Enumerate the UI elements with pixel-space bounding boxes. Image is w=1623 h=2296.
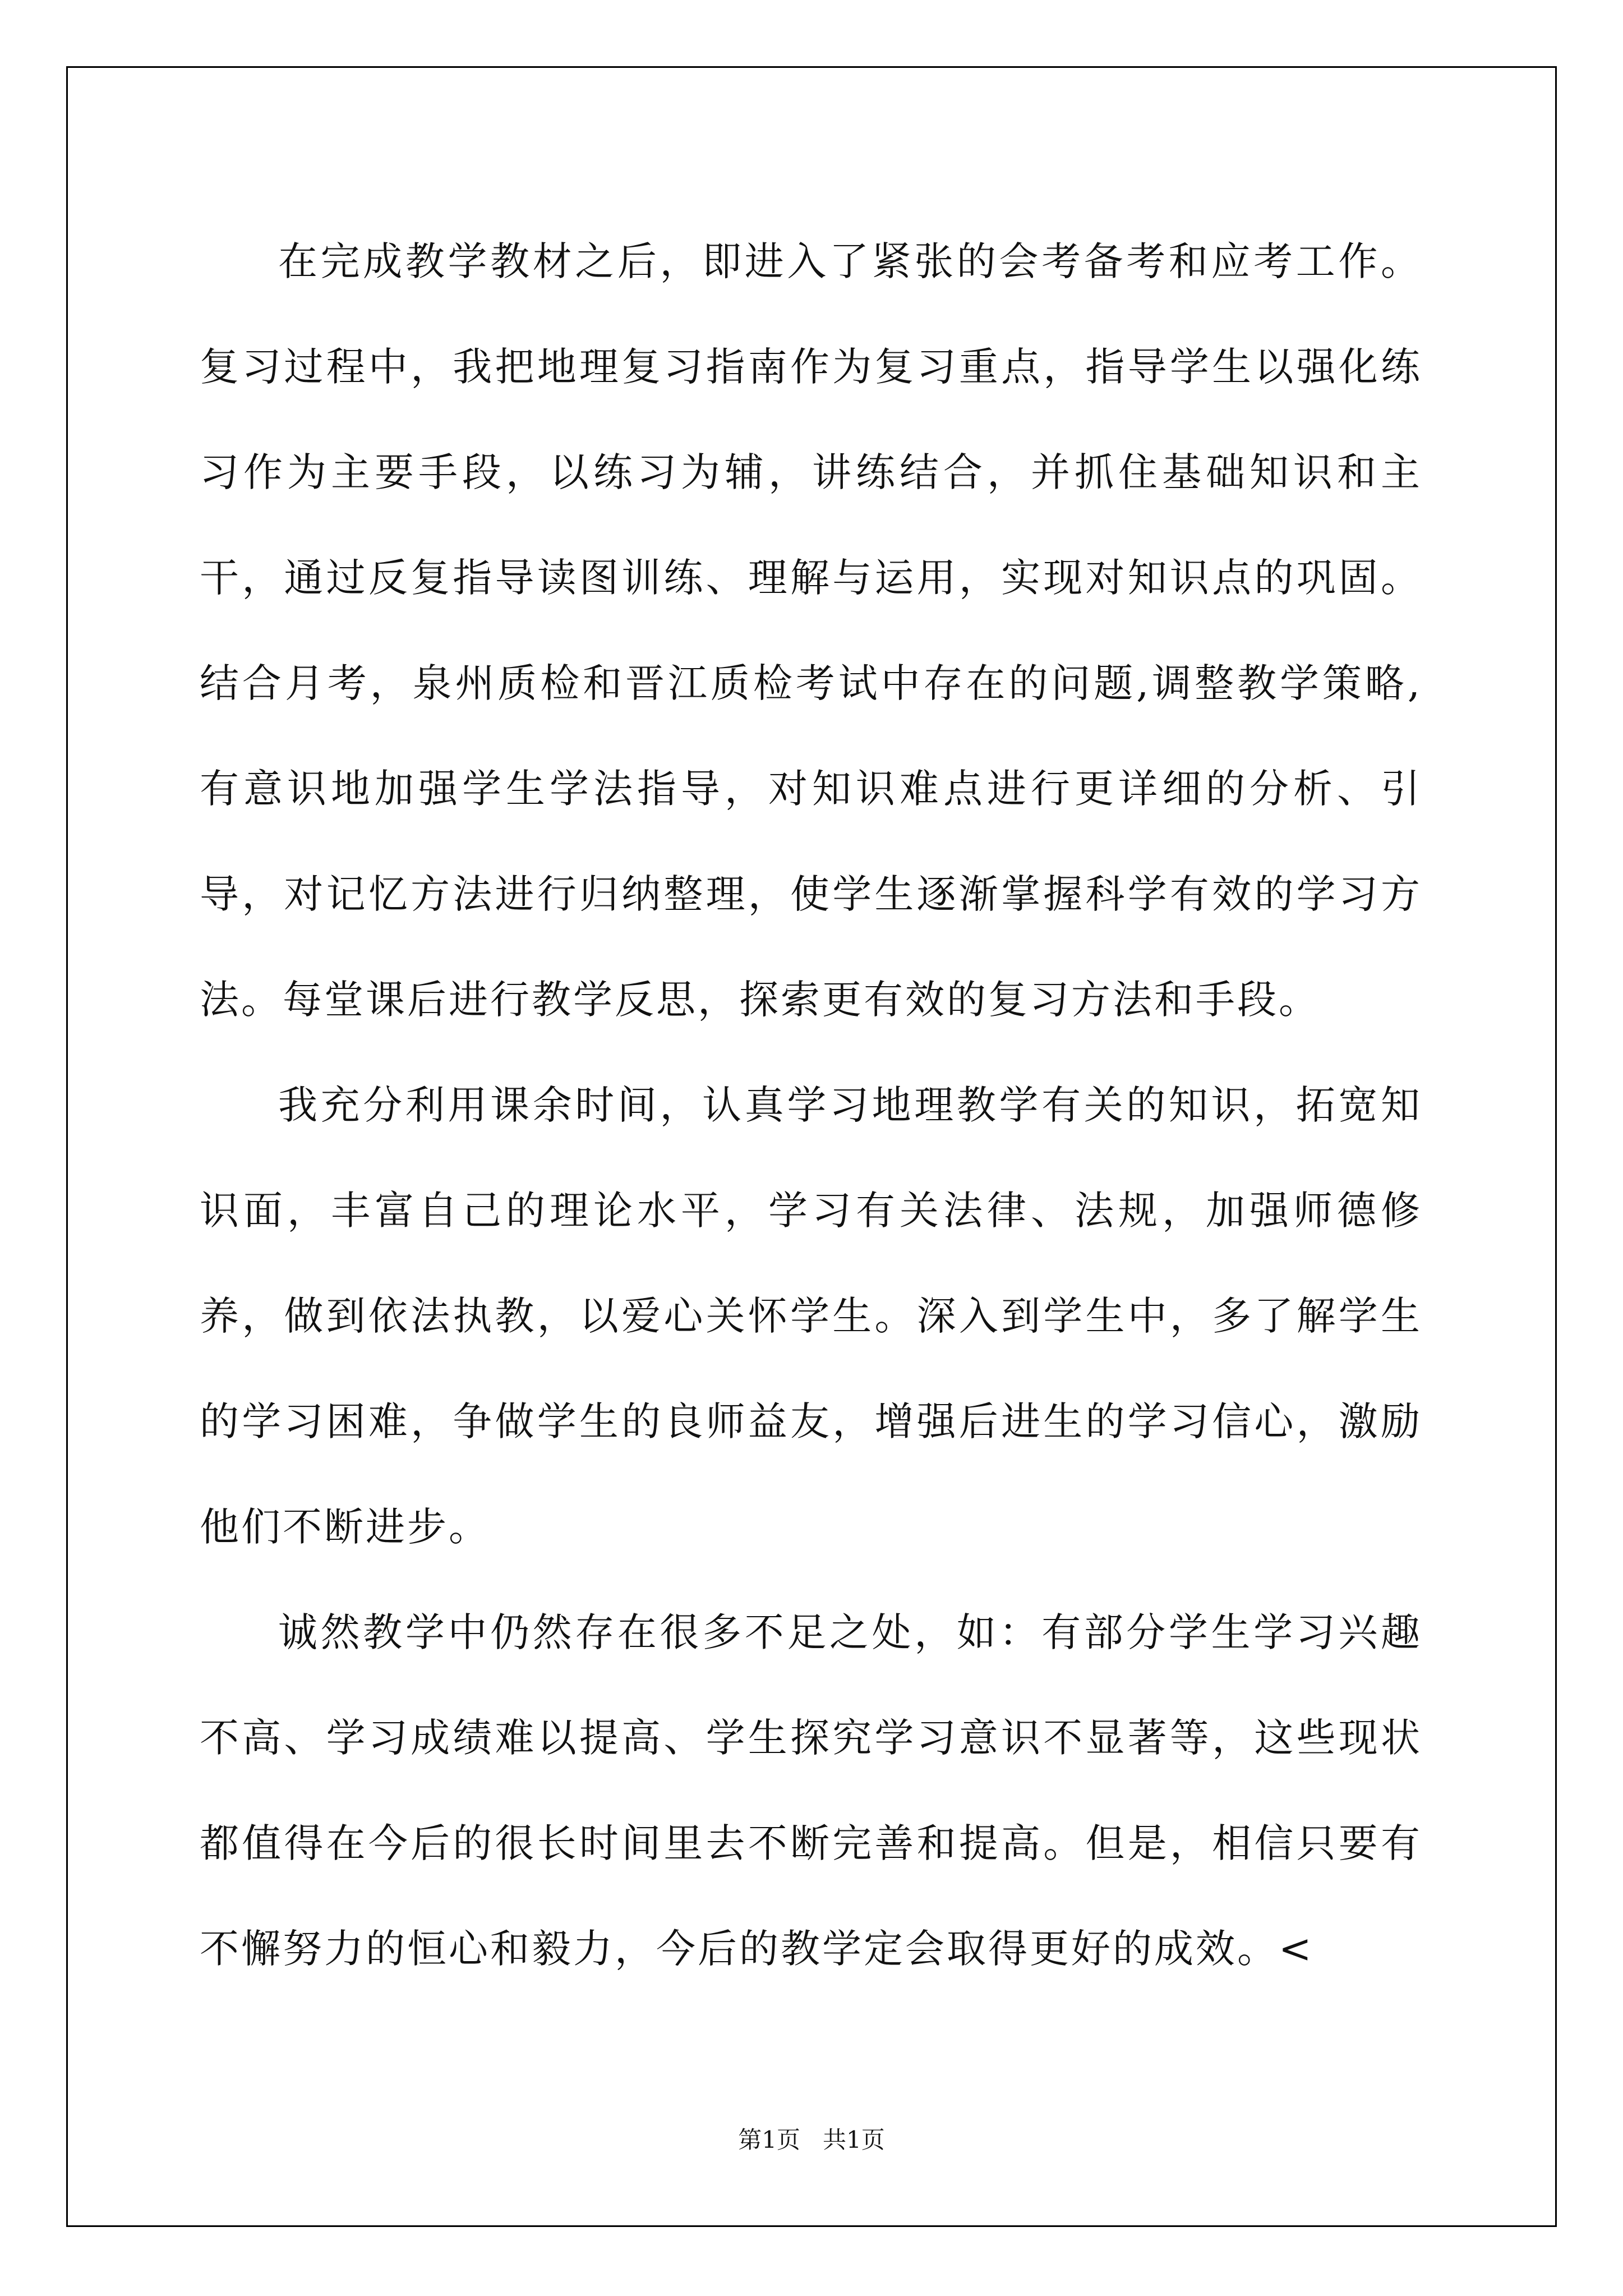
document-body xyxy=(200,209,1422,2001)
paragraph-shortcomings: 诚然教学中仍然存在很多不足之处，如：有部分学生学习兴趣不高、学习成绩难以提高、学生探究学习意识不显著等，这些现状都值得在今后的很长时间里去不断完善和提高。但是，相信只要有不懈努力的恒心和毅力，今后的教学定会取得更好的成效。< xyxy=(200,1609,1422,1972)
paragraph-review-work: 在完成教学教材之后，即进入了紧张的会考备考和应考工作。复习过程中，我把地理复习指南作为复习重点，指导学生以强化练习作为主要手段，以练习为辅，讲练结合，并抓住基础知识和主干，通过反复指导读图训练、理解与运用，实现对知识点的巩固。结合月考，泉州质检和晋江质检考试中存在的问题,调整教学策略,有意识地加强学生学法指导，对知识难点进行更详细的分析、引导，对记忆方法进行归纳整理，使学生逐渐掌握科学有效的学习方法。每堂课后进行教学反思，探索更有效的复习方法和手段。 xyxy=(200,238,1422,1023)
paragraph-self-study: 我充分利用课余时间，认真学习地理教学有关的知识，拓宽知识面，丰富自己的理论水平，学习有关法律、法规，加强师德修养，做到依法执教，以爱心关怀学生。深入到学生中，多了解学生的学习困难，争做学生的良师益友，增强后进生的学习信心，激励他们不断进步。 xyxy=(200,1082,1422,1550)
page-footer: 第1页 共1页 xyxy=(738,2126,885,2154)
